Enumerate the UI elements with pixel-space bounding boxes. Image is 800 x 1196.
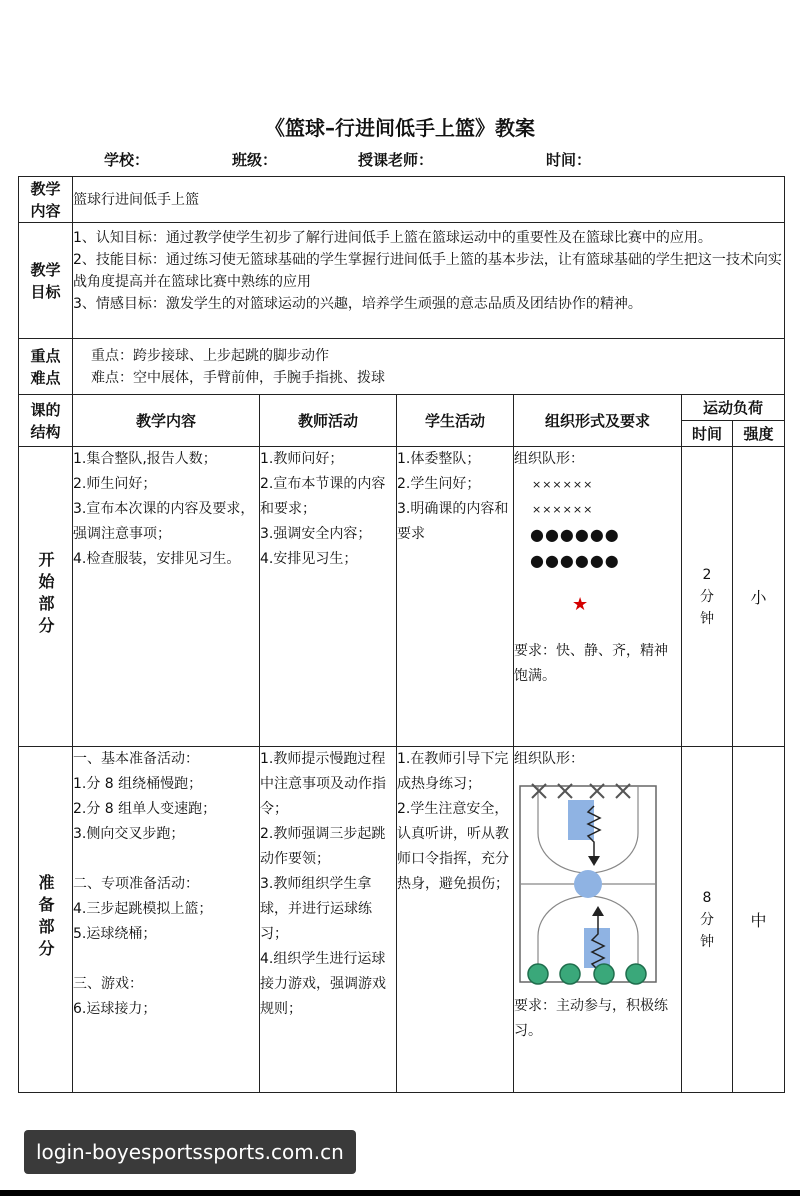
prep-section-row xyxy=(19,747,785,1093)
start-content: 1.集合整队,报告人数； 2.师生问好； 3.宣布本次课的内容及要求，强调注意事项； 4.检查服装，安排见习生。 xyxy=(73,447,260,747)
teacher-label: 授课老师： xyxy=(358,151,434,169)
start-org-title: 组织队形： xyxy=(514,451,584,467)
start-student-activity: 1.体委整队； 2.学生问好； 3.明确课的内容和要求 xyxy=(397,447,514,747)
time-header: 时间 xyxy=(682,421,733,447)
intensity-header: 强度 xyxy=(733,421,785,447)
goal-skill: 2、技能目标：通过练习使无篮球基础的学生掌握行进间低手上篮的基本步法，让有篮球基础的学生把这一技术向实战角度提高并在篮球比赛中熟练的应用 xyxy=(73,252,782,290)
content-label: 教学 内容 xyxy=(19,177,73,223)
structure-header: 课的 结构 xyxy=(19,395,73,447)
formation-row-x2: ×××××× xyxy=(532,503,594,516)
formation-row-dot1: ●●●●●● xyxy=(530,525,620,544)
time-label: 时间： xyxy=(546,151,592,169)
court-diagram xyxy=(518,778,658,988)
header-row-1 xyxy=(19,395,785,421)
prep-time: 8 分 钟 xyxy=(682,747,733,1093)
watermark-url: login-boyesportssports.com.cn xyxy=(24,1130,356,1174)
content-row xyxy=(19,177,785,223)
arrow-up-icon xyxy=(592,906,604,916)
key-row xyxy=(19,339,785,395)
lesson-plan-table xyxy=(18,176,785,1093)
arrow-down-icon xyxy=(588,856,600,866)
prep-student-activity: 1.在教师引导下完成热身练习； 2.学生注意安全，认真听讲，听从教师口令指挥，充分热身，避免损伤； xyxy=(397,747,514,1093)
goal-emotion: 3、情感目标：激发学生的对篮球运动的兴趣，培养学生顽强的意志品质及团结协作的精神。 xyxy=(73,296,642,312)
key-point: 重点：跨步接球、上步起跳的脚步动作 xyxy=(91,347,329,364)
teacher-star-icon: ★ xyxy=(572,594,589,615)
start-time: 2 分 钟 xyxy=(682,447,733,747)
start-organization xyxy=(514,447,682,747)
bottom-edge xyxy=(0,1190,800,1196)
key-label: 重点 难点 xyxy=(19,339,73,395)
org-header: 组织形式及要求 xyxy=(514,395,682,447)
student-header: 学生活动 xyxy=(397,395,514,447)
top-lane-box xyxy=(568,800,594,840)
content-text: 篮球行进间低手上篮 xyxy=(73,177,785,223)
start-requirement: 要求：快、静、齐，精神饱满。 xyxy=(514,643,668,684)
prep-section-label: 准备部分 xyxy=(19,747,73,1093)
goals-text xyxy=(73,223,785,339)
teacher-header: 教师活动 xyxy=(260,395,397,447)
prep-teacher-activity: 1.教师提示慢跑过程中注意事项及动作指令； 2.教师强调三步起跳动作要领； 3.教师组织学生拿球，并进行运球练习； 4.组织学生进行运球接力游戏，强调游戏规则； xyxy=(260,747,397,1093)
school-label: 学校： xyxy=(104,151,150,169)
difficulty-point: 难点：空中展体，手臂前伸，手腕手指挑、拨球 xyxy=(91,369,385,386)
center-circle xyxy=(574,870,602,898)
prep-intensity: 中 xyxy=(733,747,785,1093)
start-teacher-activity: 1.教师问好； 2.宣布本节课的内容和要求； 3.强调安全内容； 4.安排见习生； xyxy=(260,447,397,747)
goals-label: 教学 目标 xyxy=(19,223,73,339)
start-section-row xyxy=(19,447,785,747)
goals-row xyxy=(19,223,785,339)
load-header: 运动负荷 xyxy=(682,395,785,421)
prep-org-title: 组织队形： xyxy=(514,751,584,767)
goal-cognitive: 1、认知目标：通过教学使学生初步了解行进间低手上篮在篮球运动中的重要性及在篮球比赛中的应用。 xyxy=(73,230,712,246)
start-intensity: 小 xyxy=(733,447,785,747)
prep-content: 一、基本准备活动： 1.分 8 组绕桶慢跑； 2.分 8 组单人变速跑； 3.侧向交叉步跑； 二、专项准备活动： 4.三步起跳模拟上篮； 5.运球绕桶； 三、游戏： 6.运球接力； xyxy=(73,747,260,1093)
start-section-label: 开始部分 xyxy=(19,447,73,747)
prep-organization xyxy=(514,747,682,1093)
document-title: 《篮球–行进间低手上篮》教案 xyxy=(265,116,535,140)
prep-requirement: 要求：主动参与，积极练习。 xyxy=(514,998,668,1039)
key-text xyxy=(73,339,785,395)
formation-row-x1: ×××××× xyxy=(532,478,594,491)
class-label: 班级： xyxy=(232,151,278,169)
content-header: 教学内容 xyxy=(73,395,260,447)
formation-row-dot2: ●●●●●● xyxy=(530,551,620,570)
